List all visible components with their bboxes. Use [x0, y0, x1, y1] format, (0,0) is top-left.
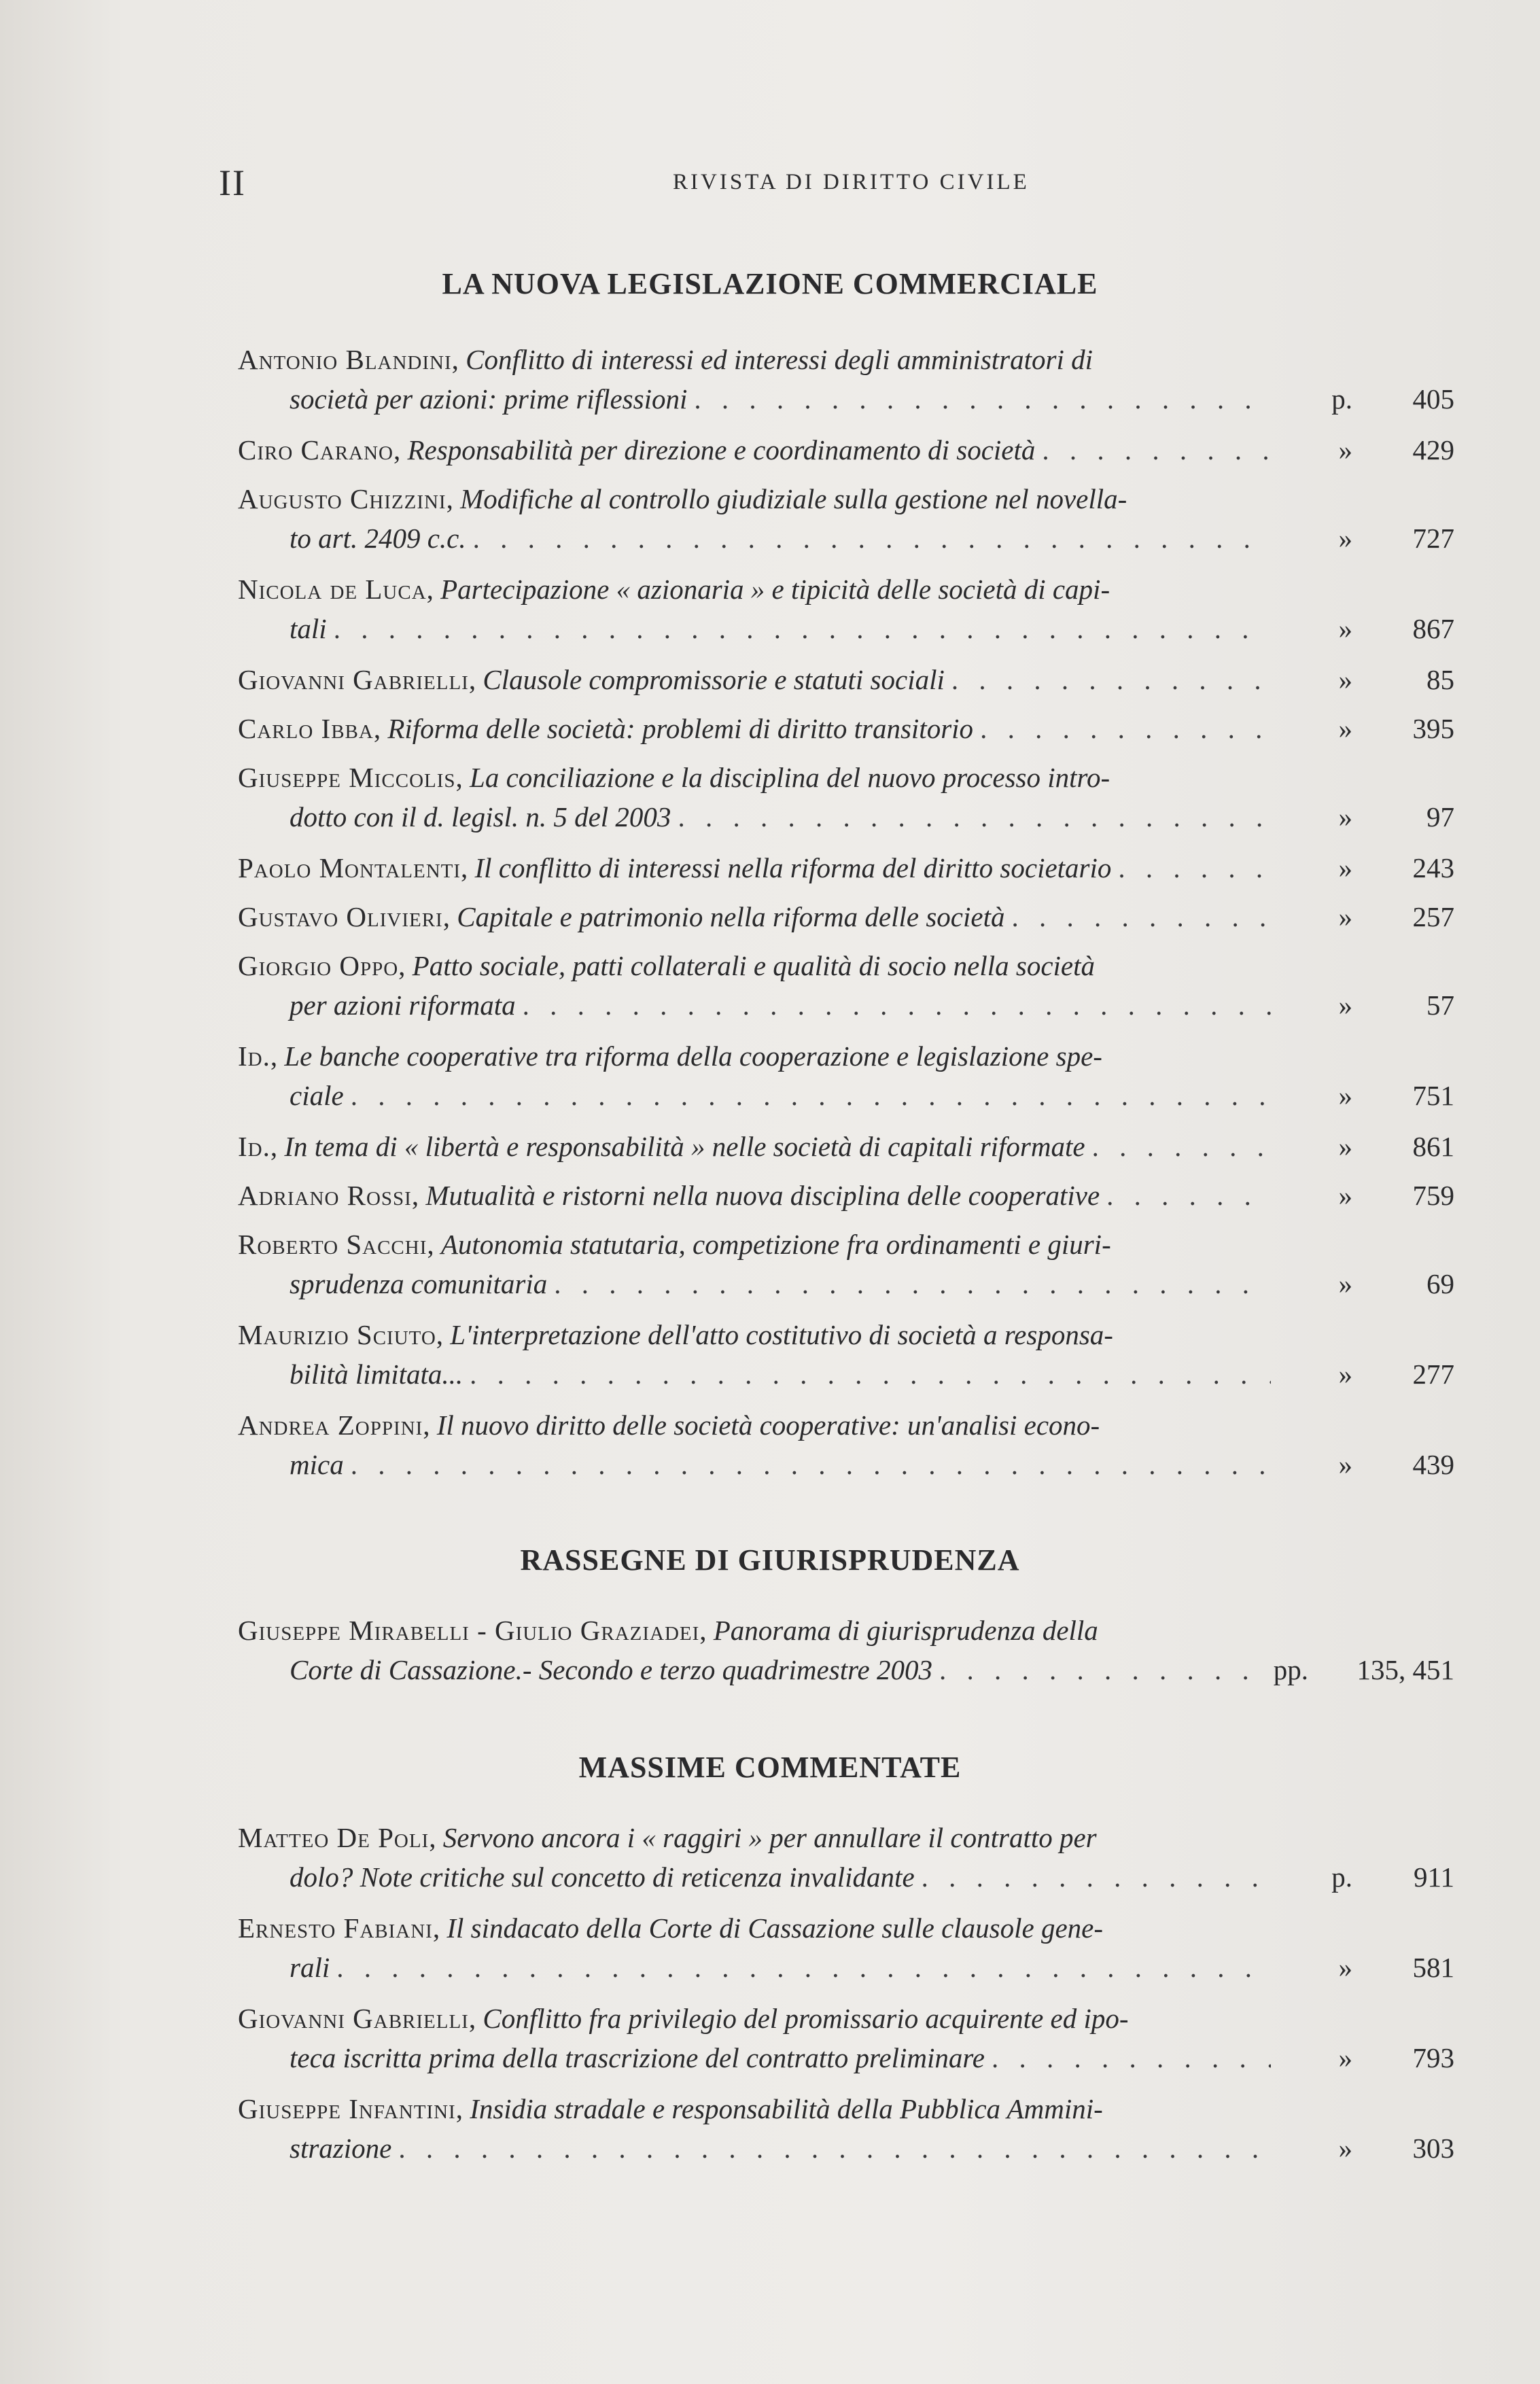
dot-leader: [1011, 897, 1271, 936]
toc-section-massime: [238, 1818, 1454, 2179]
toc-entry: [238, 709, 1454, 748]
page-marker: »: [1338, 1952, 1352, 1983]
entry-last-line: [238, 797, 1271, 837]
page-marker: »: [1338, 989, 1352, 1021]
entry-first-line: Giorgio Oppo, Patto sociale, patti collaterali e qualità di socio nella società: [238, 950, 1096, 981]
entry-title-line1: Il sindacato della Corte di Cassazione sulle clausole gene-: [447, 1912, 1104, 1944]
entry-line: Gustavo Olivieri, Capitale e patrimonio nella riforma delle società . . .: [238, 897, 1271, 936]
page-ref: 405: [1412, 383, 1454, 415]
dot-leader: [939, 1650, 1271, 1689]
entry-author: Matteo De Poli: [238, 1822, 430, 1853]
page-marker: »: [1338, 1080, 1352, 1111]
entry-line: Giovanni Gabrielli, Clausole compromissorie e statuti sociali . . .: [238, 660, 1271, 699]
entry-author: Carlo Ibba: [238, 713, 374, 744]
running-head: [0, 155, 1540, 209]
entry-title-line2: ciale: [290, 1080, 344, 1111]
entry-author: Giuseppe Infantini: [238, 2093, 456, 2124]
entry-first-line: Id., Le banche cooperative tra riforma della cooperazione e legislazione spe-: [238, 1040, 1102, 1072]
entry-last-line: [238, 1076, 1271, 1115]
dot-leader: [554, 1264, 1271, 1303]
dot-leader: [470, 1354, 1271, 1394]
page-ref: 69: [1427, 1268, 1454, 1299]
entry-title: Responsabilità per direzione e coordinamento di società: [407, 434, 1036, 466]
page-ref: 57: [1427, 989, 1454, 1021]
entry-author: Id.: [238, 1131, 270, 1162]
entry-line: Id., In tema di « libertà e responsabilità » nelle società di capitali riformate . . .: [238, 1127, 1271, 1166]
toc-entry: [238, 1225, 1454, 1303]
toc-entry: [238, 848, 1454, 888]
dot-leader: [678, 797, 1271, 837]
dot-leader: [922, 1857, 1271, 1897]
page-marker: »: [1338, 901, 1352, 932]
page-ref: 429: [1412, 434, 1454, 466]
toc-entry: [238, 758, 1454, 837]
entry-author: Gustavo Olivieri: [238, 901, 443, 932]
page-marker: »: [1338, 1449, 1352, 1480]
page-marker: »: [1338, 1268, 1352, 1299]
entry-last-line: [238, 1264, 1271, 1303]
page-ref: 861: [1412, 1131, 1454, 1162]
toc-entry: [238, 1999, 1454, 2078]
toc-entry: [238, 340, 1454, 419]
page-marker: »: [1338, 2133, 1352, 2164]
toc-entry: [238, 1405, 1454, 1484]
entry-title-line2: Corte di Cassazione.- Secondo e terzo quadrimestre 2003: [290, 1654, 932, 1685]
dot-leader: [1092, 1127, 1271, 1166]
page-marker: »: [1338, 2042, 1352, 2073]
page-ref: 793: [1412, 2042, 1454, 2073]
entry-title-line2: rali: [290, 1952, 330, 1983]
entry-title-line2: dotto con il d. legisl. n. 5 del 2003: [290, 801, 671, 832]
entry-author: Maurizio Sciuto: [238, 1319, 436, 1350]
toc-entry: [238, 946, 1454, 1025]
entry-first-line: Roberto Sacchi, Autonomia statutaria, competizione fra ordinamenti e giuri-: [238, 1229, 1111, 1260]
entry-first-line: Ernesto Fabiani, Il sindacato della Corte di Cassazione sulle clausole gene-: [238, 1912, 1104, 1944]
entry-title-line1: Autonomia statutaria, competizione fra ordinamenti e giuri-: [440, 1229, 1111, 1260]
page-number: II: [219, 162, 246, 203]
entry-title-line2: tali: [290, 613, 327, 644]
dot-leader: [351, 1445, 1271, 1484]
entry-author: Augusto Chizzini: [238, 483, 447, 514]
entry-title-line2: società per azioni: prime riflessioni: [290, 383, 688, 415]
page-marker: »: [1338, 1131, 1352, 1162]
entry-author: Id.: [238, 1040, 270, 1072]
page-ref: 135, 451: [1357, 1654, 1454, 1685]
toc-entry: [238, 1611, 1454, 1689]
section-title: MASSIME COMMENTATE: [578, 1751, 962, 1784]
dot-leader: [1118, 848, 1271, 888]
page-marker: »: [1338, 523, 1352, 554]
entry-first-line: Matteo De Poli, Servono ancora i « raggiri » per annullare il contratto per: [238, 1822, 1097, 1853]
dot-leader: [336, 1948, 1271, 1987]
toc-entry: [238, 479, 1454, 558]
entry-author: Andrea Zoppini: [238, 1409, 423, 1441]
entry-title-line2: bilità limitata...: [290, 1358, 463, 1390]
toc-entry: [238, 1315, 1454, 1394]
dot-leader: [523, 985, 1271, 1025]
entry-line: Ciro Carano, Responsabilità per direzione e coordinamento di società . . .: [238, 430, 1271, 470]
toc-entry: [238, 1908, 1454, 1987]
entry-title: Mutualità e ristorni nella nuova disciplina delle cooperative: [425, 1180, 1100, 1211]
entry-title-line1: La conciliazione e la disciplina del nuovo processo intro-: [470, 762, 1110, 793]
page-ref: 395: [1412, 713, 1454, 744]
entry-first-line: Giovanni Gabrielli, Conflitto fra privilegio del promissario acquirente ed ipo-: [238, 2003, 1129, 2034]
entry-last-line: [238, 1857, 1271, 1897]
entry-last-line: [238, 2038, 1271, 2078]
entry-first-line: Nicola de Luca, Partecipazione « azionaria » e tipicità delle società di capi-: [238, 574, 1110, 605]
entry-title-line1: Servono ancora i « raggiri » per annullare il contratto per: [442, 1822, 1097, 1853]
page-ref: 243: [1412, 852, 1454, 883]
entry-author: Roberto Sacchi: [238, 1229, 427, 1260]
journal-title: RIVISTA DI DIRITTO CIVILE: [673, 170, 1030, 194]
page-ref: 97: [1427, 801, 1454, 832]
page-marker: »: [1338, 852, 1352, 883]
page-ref: 257: [1412, 901, 1454, 932]
entry-title-line2: to art. 2409 c.c.: [290, 523, 466, 554]
entry-author: Antonio Blandini: [238, 344, 452, 375]
entry-author: Giuseppe Miccolis: [238, 762, 456, 793]
section-title: RASSEGNE DI GIURISPRUDENZA: [520, 1543, 1020, 1577]
entry-first-line: Maurizio Sciuto, L'interpretazione dell'atto costitutivo di società a responsa-: [238, 1319, 1113, 1350]
toc-entry: [238, 1818, 1454, 1897]
page-ref: 867: [1412, 613, 1454, 644]
entry-author: Giovanni Gabrielli: [238, 2003, 469, 2034]
entry-author: Paolo Montalenti: [238, 852, 461, 883]
page-ref: 911: [1414, 1861, 1454, 1893]
entry-title-line2: teca iscritta prima della trascrizione del contratto preliminare: [290, 2042, 985, 2073]
toc-entry: [238, 569, 1454, 648]
entry-last-line: [238, 379, 1271, 419]
entry-title-line2: sprudenza comunitaria: [290, 1268, 548, 1299]
page-ref: 759: [1412, 1180, 1454, 1211]
entry-title-line1: Conflitto di interessi ed interessi degli amministratori di: [466, 344, 1093, 375]
dot-leader: [334, 609, 1271, 648]
entry-last-line: [238, 985, 1271, 1025]
entry-first-line: Antonio Blandini, Conflitto di interessi ed interessi degli amministratori di: [238, 344, 1093, 375]
toc-section-legislazione: [238, 340, 1454, 1496]
entry-last-line: [238, 1650, 1271, 1689]
entry-author: Nicola de Luca: [238, 574, 427, 605]
toc-entry: [238, 1127, 1454, 1166]
page-marker: p.: [1331, 1861, 1352, 1893]
dot-leader: [980, 709, 1271, 748]
dot-leader: [992, 2038, 1271, 2078]
page-marker: »: [1338, 664, 1352, 695]
entry-title-line1: Il nuovo diritto delle società cooperative: un'analisi econo-: [436, 1409, 1100, 1441]
page-marker: »: [1338, 613, 1352, 644]
entry-title-line2: per azioni riformata: [290, 989, 516, 1021]
toc-entry: [238, 1036, 1454, 1115]
page-marker: »: [1338, 434, 1352, 466]
entry-title-line2: dolo? Note critiche sul concetto di reticenza invalidante: [290, 1861, 915, 1893]
entry-last-line: [238, 1445, 1271, 1484]
dot-leader: [398, 2128, 1271, 2168]
entry-first-line: Giuseppe Miccolis, La conciliazione e la disciplina del nuovo processo intro-: [238, 762, 1110, 793]
toc-entry: [238, 660, 1454, 699]
entry-first-line: Giuseppe Mirabelli - Giulio Graziadei, Panorama di giurisprudenza della: [238, 1615, 1098, 1646]
toc-entry: [238, 430, 1454, 470]
section-title: LA NUOVA LEGISLAZIONE COMMERCIALE: [442, 267, 1098, 300]
page-marker: »: [1338, 1180, 1352, 1211]
entry-last-line: [238, 2128, 1271, 2168]
entry-title: Clausole compromissorie e statuti sociali: [483, 664, 945, 695]
entry-last-line: [238, 609, 1271, 648]
entry-title-line1: Panorama di giurisprudenza della: [713, 1615, 1098, 1646]
toc-entry: [238, 2089, 1454, 2168]
entry-title-line1: Modifiche al controllo giudiziale sulla gestione nel novella-: [460, 483, 1127, 514]
dot-leader: [351, 1076, 1271, 1115]
entry-last-line: [238, 1354, 1271, 1394]
dot-leader: [1042, 430, 1271, 470]
entry-line: Paolo Montalenti, Il conflitto di interessi nella riforma del diritto societario . . .: [238, 848, 1271, 888]
entry-title-line1: Partecipazione « azionaria » e tipicità delle società di capi-: [440, 574, 1110, 605]
entry-first-line: Giuseppe Infantini, Insidia stradale e responsabilità della Pubblica Ammini-: [238, 2093, 1103, 2124]
entry-title-line1: Patto sociale, patti collaterali e qualità di socio nella società: [412, 950, 1096, 981]
page-marker: »: [1338, 713, 1352, 744]
entry-last-line: [238, 519, 1271, 558]
entry-author: Adriano Rossi: [238, 1180, 412, 1211]
entry-first-line: Augusto Chizzini, Modifiche al controllo giudiziale sulla gestione nel novella-: [238, 483, 1127, 514]
page-ref: 727: [1412, 523, 1454, 554]
page-marker: »: [1338, 1358, 1352, 1390]
entry-author: Ernesto Fabiani: [238, 1912, 433, 1944]
entry-author: Ciro Carano: [238, 434, 394, 466]
dot-leader: [951, 660, 1271, 699]
entry-title-line2: strazione: [290, 2133, 392, 2164]
entry-title-line1: L'interpretazione dell'atto costitutivo di società a responsa-: [450, 1319, 1113, 1350]
page-ref: 277: [1412, 1358, 1454, 1390]
dot-leader: [1106, 1176, 1271, 1215]
dot-leader: [694, 379, 1271, 419]
page-ref: 751: [1412, 1080, 1454, 1111]
page-ref: 439: [1412, 1449, 1454, 1480]
entry-title-line1: Conflitto fra privilegio del promissario acquirente ed ipo-: [483, 2003, 1129, 2034]
page-marker: »: [1338, 801, 1352, 832]
entry-line: Carlo Ibba, Riforma delle società: problemi di diritto transitorio . . .: [238, 709, 1271, 748]
entry-last-line: [238, 1948, 1271, 1987]
entry-title: Capitale e patrimonio nella riforma delle società: [457, 901, 1005, 932]
toc-section-rassegne: [238, 1611, 1454, 1701]
page-ref: 85: [1427, 664, 1454, 695]
entry-title-line1: Insidia stradale e responsabilità della Pubblica Ammini-: [470, 2093, 1103, 2124]
entry-title-line1: Le banche cooperative tra riforma della cooperazione e legislazione spe-: [284, 1040, 1102, 1072]
page-marker: pp.: [1273, 1654, 1308, 1685]
entry-author: Giovanni Gabrielli: [238, 664, 469, 695]
entry-title: In tema di « libertà e responsabilità » nelle società di capitali riformate: [284, 1131, 1085, 1162]
entry-title: Riforma delle società: problemi di diritto transitorio: [387, 713, 974, 744]
toc-entry: [238, 897, 1454, 936]
entry-title-line2: mica: [290, 1449, 344, 1480]
page-marker: p.: [1331, 383, 1352, 415]
page-ref: 581: [1412, 1952, 1454, 1983]
entry-first-line: Andrea Zoppini, Il nuovo diritto delle società cooperative: un'analisi econo-: [238, 1409, 1100, 1441]
entry-title: Il conflitto di interessi nella riforma del diritto societario: [474, 852, 1112, 883]
entry-line: Adriano Rossi, Mutualità e ristorni nella nuova disciplina delle cooperative . . .: [238, 1176, 1271, 1215]
dot-leader: [473, 519, 1271, 558]
entry-author: Giuseppe Mirabelli - Giulio Graziadei: [238, 1615, 700, 1646]
entry-author: Giorgio Oppo: [238, 950, 399, 981]
page-ref: 303: [1412, 2133, 1454, 2164]
toc-entry: [238, 1176, 1454, 1215]
